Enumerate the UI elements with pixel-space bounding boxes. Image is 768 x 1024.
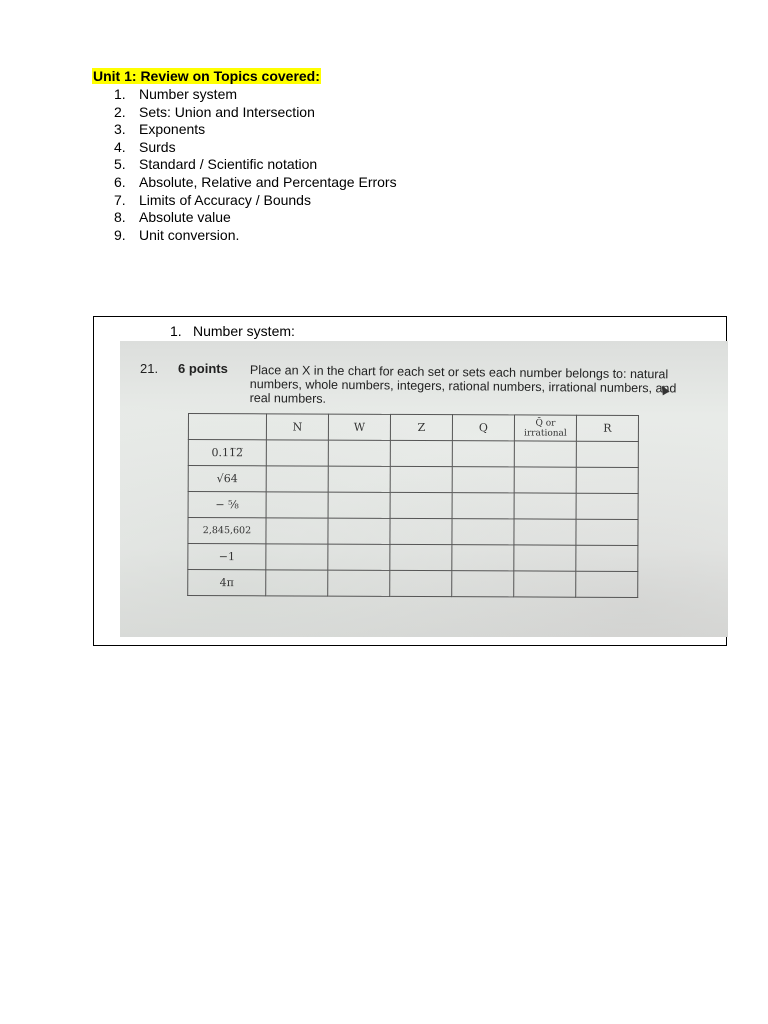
section-number: 1. — [170, 323, 182, 339]
number-classification-table — [187, 413, 639, 598]
topic-label: Exponents — [139, 121, 206, 138]
topic-label: Standard / Scientific notation — [139, 156, 318, 173]
table-cell — [514, 571, 576, 597]
section-box — [93, 316, 727, 646]
table-header-row — [188, 414, 638, 442]
topic-label: Sets: Union and Intersection — [139, 103, 315, 120]
table-cell — [576, 571, 638, 597]
row-label: 4π — [188, 570, 266, 596]
topic-item — [114, 121, 397, 139]
table-corner-cell — [188, 414, 266, 440]
topic-label: Unit conversion. — [139, 226, 240, 243]
table-cell — [266, 544, 328, 570]
topic-item — [114, 192, 397, 210]
table-cell — [576, 493, 638, 519]
topic-label: Number system — [139, 86, 238, 102]
topic-item — [114, 227, 397, 245]
topic-label: Absolute, Relative and Percentage Errors — [139, 173, 397, 190]
table-cell — [452, 493, 514, 519]
row-label: −1 — [188, 544, 266, 570]
column-header: R — [576, 415, 638, 441]
topic-number: 1. — [114, 86, 126, 102]
topic-item — [114, 104, 397, 122]
table-cell — [390, 466, 452, 492]
table-cell — [514, 467, 576, 493]
table-cell — [328, 466, 390, 492]
table-row — [188, 440, 638, 468]
table-cell — [266, 466, 328, 492]
column-header: Q̄ or irrational — [514, 415, 576, 441]
table-cell — [390, 544, 452, 570]
table-row — [188, 570, 638, 598]
topic-label: Limits of Accuracy / Bounds — [139, 191, 311, 208]
table-cell — [390, 518, 452, 544]
column-header: N — [266, 414, 328, 440]
topic-label: Absolute value — [139, 209, 231, 226]
table-cell — [514, 441, 576, 467]
question-text: Place an X in the chart for each set or sets each number belongs to: natural numbers, whole numbers, integers, rational numbers, irrational numbers, and real numbers. — [249, 363, 677, 406]
column-header: W — [328, 414, 390, 440]
table-cell — [390, 492, 452, 518]
table-cell — [514, 519, 576, 545]
topic-number: 6. — [114, 173, 126, 190]
table-cell — [452, 571, 514, 597]
topic-number: 7. — [114, 191, 126, 208]
table-cell — [390, 440, 452, 466]
question-points: 6 points — [178, 361, 228, 376]
table-cell — [328, 440, 390, 466]
table-row — [188, 518, 638, 546]
topic-number: 5. — [114, 156, 126, 173]
table-cell — [266, 440, 328, 466]
topic-number: 8. — [114, 209, 126, 226]
row-label: 2,845,602 — [188, 518, 266, 544]
table-cell — [576, 441, 638, 467]
column-header: Q — [452, 415, 514, 441]
table-cell — [328, 544, 390, 570]
topic-number: 2. — [114, 103, 126, 120]
topic-item — [114, 209, 397, 227]
topic-label: Surds — [139, 138, 176, 155]
topic-list — [114, 86, 397, 244]
table-cell — [576, 545, 638, 571]
table-cell — [452, 467, 514, 493]
table-cell — [576, 519, 638, 545]
table-cell — [266, 570, 328, 596]
topic-item — [114, 156, 397, 174]
column-header: Z — [390, 414, 452, 440]
row-label: 0.11̅2̅ — [188, 440, 266, 466]
table-cell — [266, 492, 328, 518]
topic-item — [114, 86, 397, 104]
table-row — [188, 544, 638, 572]
table-cell — [328, 492, 390, 518]
table-cell — [328, 570, 390, 596]
worksheet-photo — [120, 341, 728, 637]
page-heading: Unit 1: Review on Topics covered: — [93, 68, 320, 84]
topic-item — [114, 139, 397, 157]
topic-number: 3. — [114, 121, 126, 138]
table-cell — [452, 441, 514, 467]
section-label: Number system: — [193, 323, 295, 339]
table-row — [188, 492, 638, 520]
table-cell — [452, 545, 514, 571]
table-cell — [514, 545, 576, 571]
table-cell — [452, 519, 514, 545]
topic-item — [114, 174, 397, 192]
section-title — [170, 323, 295, 339]
table-row — [188, 466, 638, 494]
table-cell — [514, 493, 576, 519]
topic-number: 4. — [114, 138, 126, 155]
row-label: − ⁵⁄₈ — [188, 492, 266, 518]
table-cell — [266, 518, 328, 544]
table-cell — [328, 518, 390, 544]
topic-number: 9. — [114, 226, 126, 243]
row-label: √64 — [188, 466, 266, 492]
table-cell — [576, 467, 638, 493]
question-number: 21. — [140, 361, 159, 376]
table-cell — [390, 570, 452, 596]
